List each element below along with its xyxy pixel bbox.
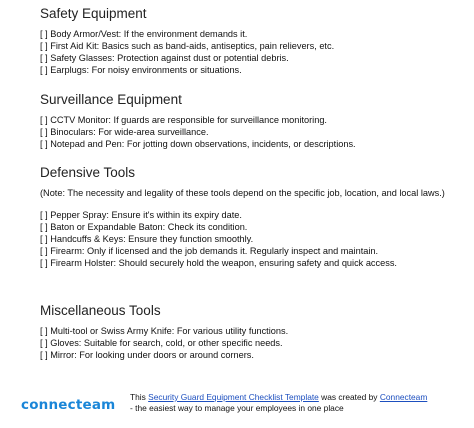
section-title: Safety Equipment <box>40 6 147 21</box>
company-link[interactable]: Connecteam <box>379 392 428 402</box>
connecteam-logo: connecteam <box>21 397 116 413</box>
checklist-item: [ ] Handcuffs & Keys: Ensure they function smoothly. <box>40 234 254 244</box>
section-title: Miscellaneous Tools <box>40 303 161 318</box>
footer <box>0 392 474 422</box>
credit-line-1 <box>130 392 470 403</box>
credit-suffix: - the easiest way to manage your employees in one place <box>130 403 344 413</box>
checklist-item: [ ] Binoculars: For wide-area surveillance. <box>40 127 209 137</box>
legal-note: (Note: The necessity and legality of these tools depend on the specific job, location, and local laws.) <box>40 188 445 198</box>
checklist-item: [ ] First Aid Kit: Basics such as band-aids, antiseptics, pain relievers, etc. <box>40 41 335 51</box>
section-title: Defensive Tools <box>40 165 136 180</box>
checklist-item: [ ] CCTV Monitor: If guards are responsible for surveillance monitoring. <box>40 115 327 125</box>
checklist-item: [ ] Pepper Spray: Ensure it's within its expiry date. <box>40 210 242 220</box>
section-miscellaneous-tools <box>40 303 460 361</box>
template-link[interactable]: Security Guard Equipment Checklist Template <box>148 392 319 402</box>
checklist-item: [ ] Firearm Holster: Should securely hold the weapon, ensuring safety and quick access. <box>40 258 397 268</box>
checklist-item: [ ] Firearm: Only if licensed and the job demands it. Regularly inspect and maintain. <box>40 246 379 256</box>
credit-prefix: This <box>130 392 149 402</box>
checklist-item: [ ] Multi-tool or Swiss Army Knife: For various utility functions. <box>40 326 289 336</box>
credit-middle: was created by <box>318 392 380 402</box>
checklist-item: [ ] Notepad and Pen: For jotting down observations, incidents, or descriptions. <box>40 139 356 149</box>
checklist-item: [ ] Baton or Expandable Baton: Check its condition. <box>40 222 248 232</box>
checklist-item: [ ] Safety Glasses: Protection against dust or potential debris. <box>40 53 289 63</box>
section-surveillance-equipment <box>40 92 460 150</box>
checklist-item: [ ] Mirror: For looking under doors or around corners. <box>40 350 254 360</box>
credit-text <box>130 392 470 414</box>
section-defensive-tools <box>40 165 460 269</box>
checklist-item: [ ] Earplugs: For noisy environments or situations. <box>40 65 242 75</box>
checklist-item: [ ] Gloves: Suitable for search, cold, or other specific needs. <box>40 338 283 348</box>
section-safety-equipment <box>40 6 460 76</box>
section-title: Surveillance Equipment <box>40 92 182 107</box>
checklist-item: [ ] Body Armor/Vest: If the environment demands it. <box>40 29 248 39</box>
